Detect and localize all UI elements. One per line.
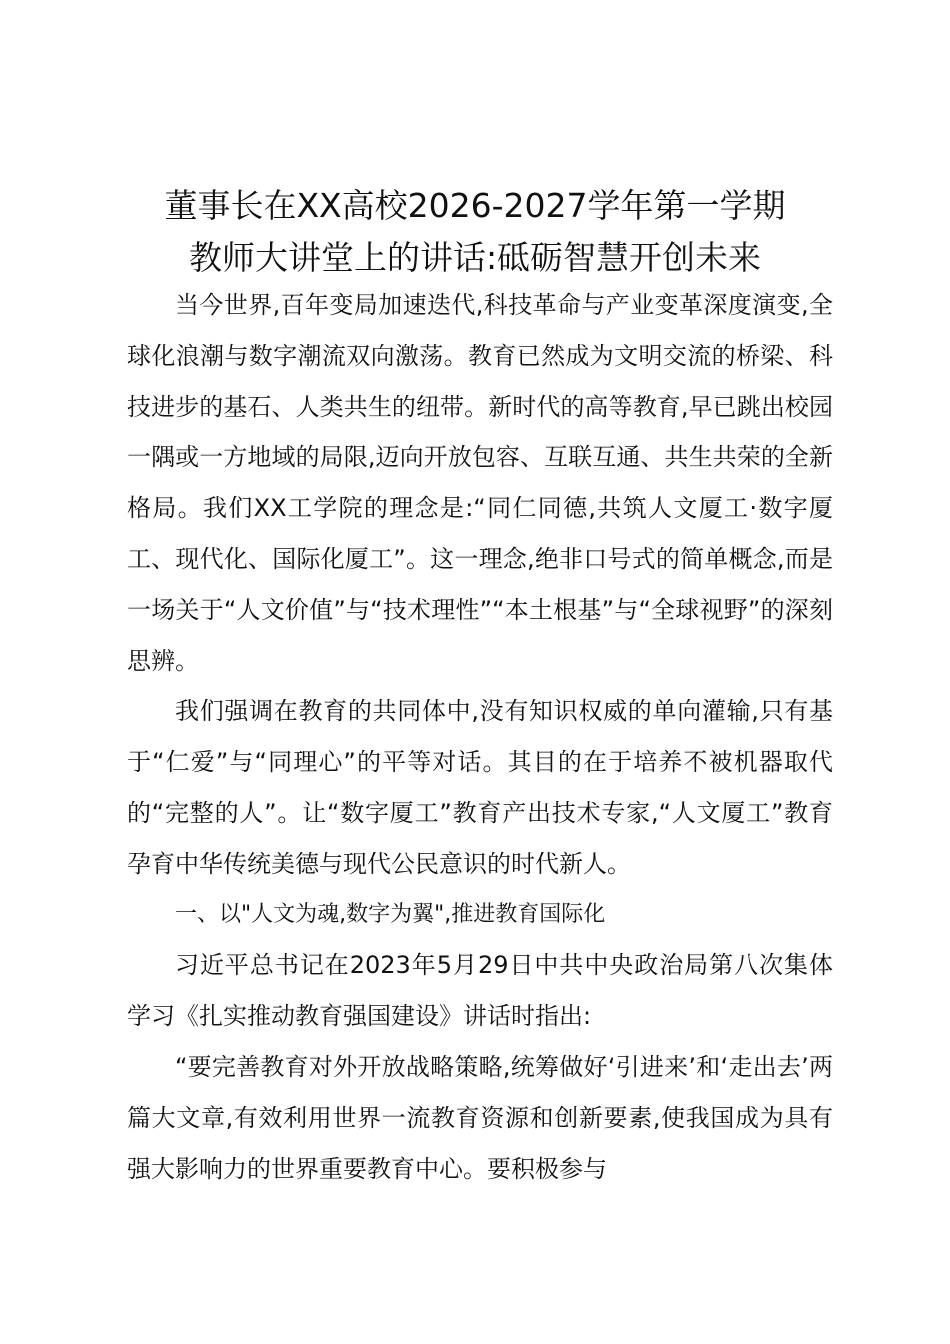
- paragraph-intro: 当今世界,百年变局加速迭代,科技革命与产业变革深度演变,全球化浪潮与数字潮流双向激荡。教育已然成为文明交流的桥梁、科技进步的基石、人类共生的纽带。新时代的高等教育,早已跳出校园一隅或一方地域的局限,迈向开放包容、互联互通、共生共荣的全新格局。我们XX工学院的理念是:“同仁同德,共筑人文厦工·数字厦工、现代化、国际化厦工”。这一理念,绝非口号式的简单概念,而是一场关于“人文价值”与“技术理性”“本土根基”与“全球视野”的深刻思辨。: [127, 291, 833, 675]
- section-heading-1: 一、以"人文为魂,数字为翼",推进教育国际化: [175, 901, 606, 927]
- document-body: [127, 280, 833, 1194]
- paragraph-quote: “要完善教育对外开放战略策略,统筹做好‘引进来’和‘走出去’两篇大文章,有效利用世界一流教育资源和创新要素,使我国成为具有强大影响力的世界重要教育中心。要积极参与: [127, 1052, 833, 1183]
- document-title-line-2: 教师大讲堂上的讲话:砥砺智慧开创未来: [188, 238, 762, 277]
- paragraph-education-community: 我们强调在教育的共同体中,没有知识权威的单向灌输,只有基于“仁爱”与“同理心”的平等对话。其目的在于培养不被机器取代的“完整的人”。让“数字厦工”教育产出技术专家,“人文厦工”教育孕育中华传统美德与现代公民意识的时代新人。: [127, 697, 833, 878]
- document-title-line-1: 董事长在XX高校2026-2027学年第一学期: [164, 186, 786, 225]
- paragraph-quote-intro: 习近平总书记在2023年5月29日中共中央政治局第八次集体学习《扎实推动教育强国建设》讲话时指出:: [127, 951, 833, 1031]
